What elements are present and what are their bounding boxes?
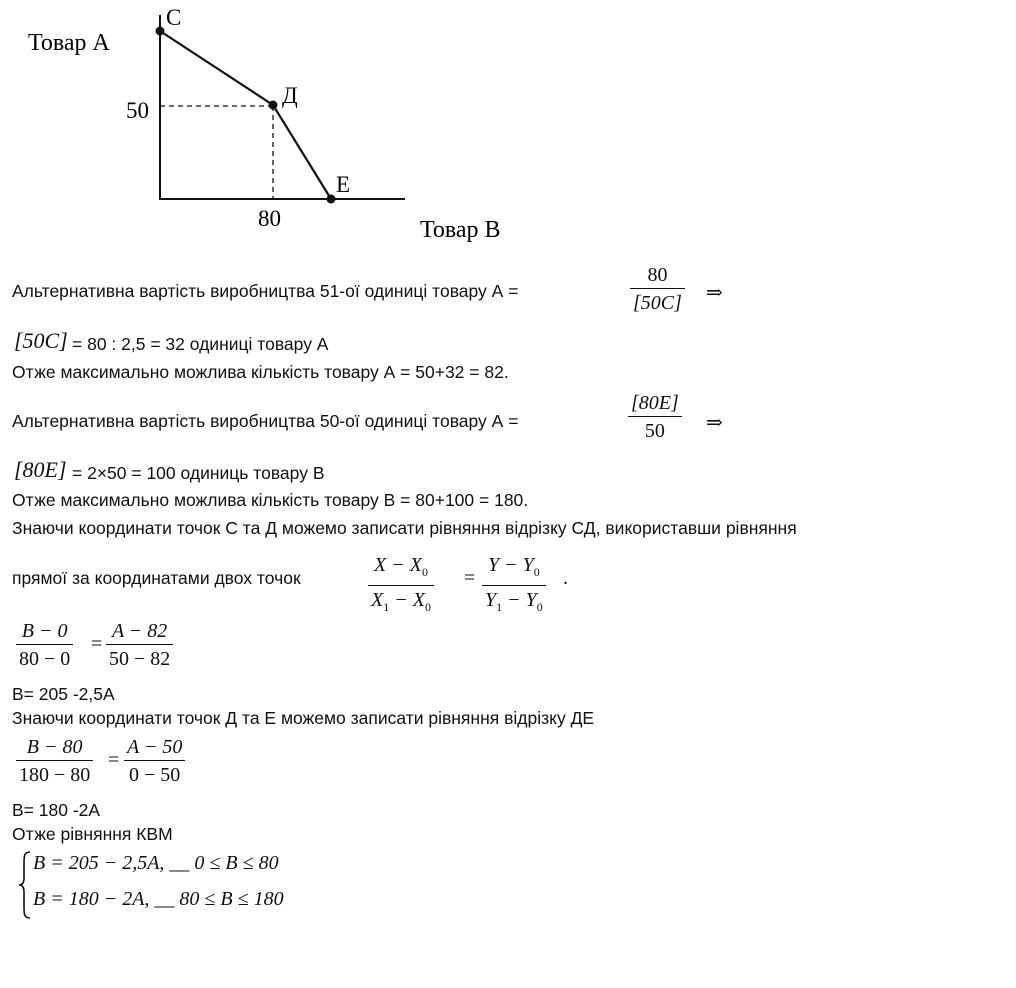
equation-cd-right-den: 50 − 82	[109, 648, 171, 670]
period-l8: .	[563, 567, 568, 589]
result-de: B= 180 -2A	[12, 800, 101, 820]
ppf-curve	[160, 31, 331, 199]
y-axis-label: Товар А	[28, 30, 110, 56]
line-2-bracket: [50C]	[14, 328, 68, 353]
implies-2: ⇒	[706, 412, 723, 434]
line-10-text: Отже рівняння КВМ	[12, 824, 173, 844]
equation-cd-right-num: A − 82	[106, 618, 173, 645]
line-8-text: прямої за координатами двох точок	[12, 568, 301, 588]
point-e-marker	[327, 195, 336, 204]
implies-1: ⇒	[706, 282, 723, 304]
result-cd: B= 205 -2,5A	[12, 684, 115, 704]
x-tick-80: 80	[258, 206, 281, 231]
line-7-text: Знаючи координати точок С та Д можемо записати рівняння відрізку СД, використавши рівняння	[12, 518, 797, 538]
line-1-text: Альтернативна вартість виробництва 51-ої одиниці товару А =	[12, 281, 519, 301]
system-line-1: B = 205 − 2,5A, __ 0 ≤ B ≤ 80	[33, 852, 279, 874]
point-c-label: С	[166, 5, 182, 30]
y-tick-50: 50	[126, 98, 149, 123]
equals-sign-l8: =	[464, 567, 476, 589]
equation-de-left-den: 180 − 80	[19, 764, 91, 786]
equation-cd-left	[16, 618, 73, 673]
two-point-fraction-x	[368, 552, 434, 621]
two-point-x-den: $X_1 - X_0$	[371, 589, 431, 614]
line-4-text: Альтернативна вартість виробництва 50-ої одиниці товару А =	[12, 411, 519, 431]
equals-sign-cd: =	[91, 633, 103, 655]
point-d-marker	[269, 101, 278, 110]
fraction-l1	[630, 262, 685, 317]
line-5-text: = 2×50 = 100 одиниць товару В	[72, 463, 325, 483]
fraction-l4	[628, 390, 682, 445]
equation-de-right-den: 0 − 50	[129, 764, 181, 786]
two-point-y-num: $Y - Y_0$	[482, 552, 546, 586]
line-5-bracket: [80E]	[14, 457, 67, 482]
point-d-label: Д	[282, 83, 298, 108]
equation-de-right	[124, 734, 185, 789]
equation-de-right-num: A − 50	[124, 734, 185, 761]
two-point-fraction-y	[482, 552, 546, 621]
two-point-x-num: $X - X_0$	[368, 552, 434, 586]
fraction-l1-num: 80	[630, 262, 685, 289]
equation-cd-right	[106, 618, 173, 673]
line-2-text: = 80 : 2,5 = 32 одиниці товару А	[72, 334, 329, 354]
line-6-text: Отже максимально можлива кількість товару В = 80+100 = 180.	[12, 490, 529, 510]
ppf-graph	[0, 0, 540, 250]
equation-cd-left-num: B − 0	[16, 618, 73, 645]
fraction-l4-num: [80E]	[628, 390, 682, 417]
fraction-l4-den: 50	[644, 420, 665, 442]
fraction-l1-den: [50C]	[633, 292, 682, 314]
x-axis-label: Товар В	[420, 217, 501, 243]
system-line-2: B = 180 − 2A, __ 80 ≤ B ≤ 180	[33, 888, 284, 910]
point-c-marker	[156, 27, 165, 36]
two-point-y-den: $Y_1 - Y_0$	[485, 589, 543, 614]
line-9-text: Знаючи координати точок Д та Е можемо записати рівняння відрізку ДЕ	[12, 708, 595, 728]
equals-sign-de: =	[108, 749, 120, 771]
equation-cd-left-den: 80 − 0	[19, 648, 71, 670]
equation-de-left	[16, 734, 93, 789]
point-e-label: Е	[336, 172, 351, 197]
equation-de-left-num: B − 80	[16, 734, 93, 761]
line-3-text: Отже максимально можлива кількість товару А = 50+32 = 82.	[12, 362, 509, 382]
